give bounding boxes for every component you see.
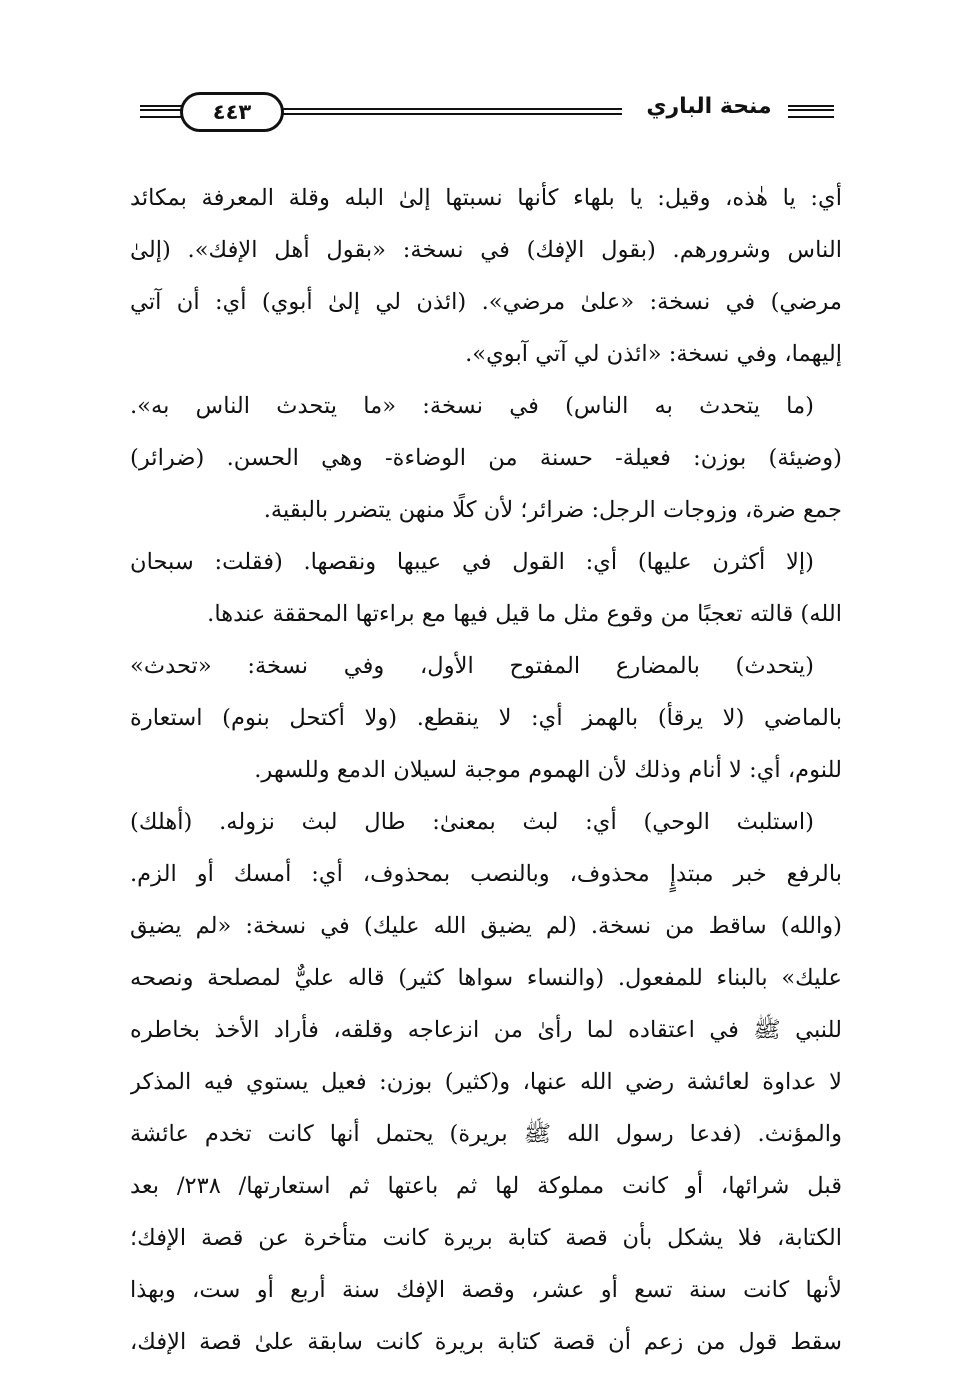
text-line: مرضي) في نسخة: «علىٰ مرضي». (ائذن لي إلىٰ أبوي) أي: أن آتي	[130, 289, 842, 315]
running-title: منحة الباري	[646, 94, 772, 119]
text-line: قبل شرائها، أو كانت مملوكة لها ثم باعتها ثم استعارتها/ ٢٣٨/ بعد	[130, 1173, 842, 1199]
text-line: لا عداوة لعائشة رضي الله عنها، و(كثير) بوزن: فعيل يستوي فيه المذكر	[130, 1069, 842, 1095]
header-rule-right	[788, 105, 834, 111]
text-line: للنوم، أي: لا أنام وذلك لأن الهموم موجبة لسيلان الدمع وللسهر.	[254, 757, 842, 783]
text-line: سقط قول من زعم أن قصة كتابة بريرة كانت سابقة علىٰ قصة الإفك،	[130, 1329, 842, 1355]
text-line: بالماضي (لا يرقأ) بالهمز أي: لا ينقطع. (ولا أكتحل بنوم) استعارة	[130, 705, 842, 731]
text-line: والمؤنث. (فدعا رسول الله ﷺ بريرة) يحتمل أنها كانت تخدم عائشة	[130, 1121, 842, 1147]
text-line: الله) قالته تعجبًا من وقوع مثل ما قيل فيها مع براءتها المحققة عندها.	[207, 601, 842, 627]
text-line: أي: يا هٰذه، وقيل: يا بلهاء كأنها نسبتها إلىٰ البله وقلة المعرفة بمكائد	[130, 185, 842, 211]
text-line: (والله) ساقط من نسخة. (لم يضيق الله عليك) في نسخة: «لم يضيق	[130, 913, 842, 939]
text-line: (يتحدث) بالمضارع المفتوح الأول، وفي نسخة: «تحدث»	[130, 653, 814, 679]
text-line: للنبي ﷺ في اعتقاده لما رأىٰ من انزعاجه وقلقه، فأراد الأخذ بخاطره	[130, 1017, 842, 1043]
body-text	[130, 172, 842, 1368]
page-number-frame	[180, 92, 284, 132]
text-line: بالرفع خبر مبتدإٍ محذوف، وبالنصب بمحذوف، أي: أمسك أو الزم.	[130, 861, 842, 887]
text-line: عليك» بالبناء للمفعول. (والنساء سواها كثير) قاله عليٌّ لمصلحة ونصحه	[130, 965, 842, 991]
header-rule-right-lower	[788, 116, 834, 118]
page-number: ٤٤٣	[212, 100, 252, 124]
header-rule-middle	[272, 108, 622, 115]
text-line: إليهما، وفي نسخة: «ائذن لي آتي آبوي».	[465, 341, 842, 367]
text-line: جمع ضرة، وزوجات الرجل: ضرائر؛ لأن كلًا منهن يتضرر بالبقية.	[263, 497, 842, 523]
text-line: (إلا أكثرن عليها) أي: القول في عيبها ونقصها. (فقلت: سبحان	[130, 549, 814, 575]
text-line: الكتابة، فلا يشكل بأن قصة كتابة بريرة كانت متأخرة عن قصة الإفك؛	[130, 1225, 842, 1251]
text-line: (وضيئة) بوزن: فعيلة- حسنة من الوضاءة- وهي الحسن. (ضرائر)	[130, 445, 842, 471]
text-line: لأنها كانت سنة تسع أو عشر، وقصة الإفك سنة أربع أو ست، وبهذا	[130, 1277, 842, 1303]
text-line: الناس وشرورهم. (بقول الإفك) في نسخة: «بقول أهل الإفك». (إلىٰ	[130, 237, 842, 263]
text-line: (استلبث الوحي) أي: لبث بمعنىٰ: طال لبث نزوله. (أهلك)	[130, 809, 814, 835]
text-line: (ما يتحدث به الناس) في نسخة: «ما يتحدث الناس به».	[130, 393, 814, 419]
page-header	[132, 88, 836, 134]
